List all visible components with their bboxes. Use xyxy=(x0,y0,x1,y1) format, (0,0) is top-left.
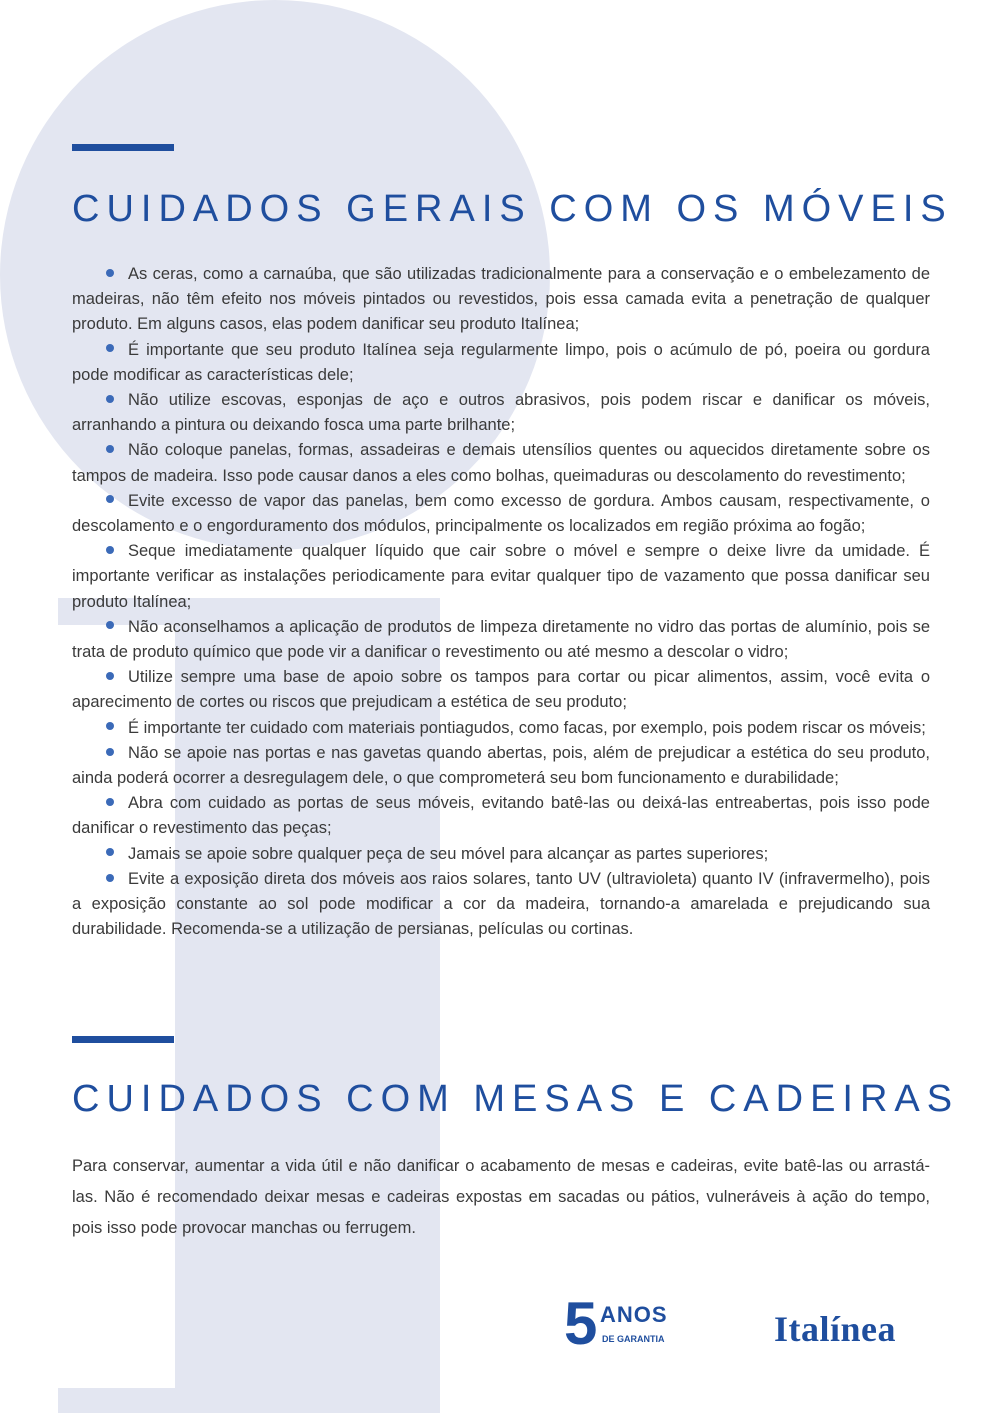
warranty-number: 5 xyxy=(564,1290,598,1357)
bullet-icon xyxy=(106,722,114,730)
list-item-text: Não utilize escovas, esponjas de aço e outros abrasivos, pois podem riscar e danificar os móveis, arranhando a pintura ou deixando fosca uma parte brilhante; xyxy=(72,391,930,435)
bullet-icon xyxy=(106,445,114,453)
list-item xyxy=(72,741,930,791)
footer-logos xyxy=(560,1290,940,1368)
list-item xyxy=(72,438,930,488)
warranty-logo xyxy=(564,1290,674,1358)
list-item-text: Não coloque panelas, formas, assadeiras e demais utensílios quentes ou aquecidos diretamente sobre os tampos de madeira. Isso pode causar danos a eles como bolhas, queimaduras ou descolamento do revestimento; xyxy=(72,441,930,485)
bullet-icon xyxy=(106,748,114,756)
list-item-text: Evite excesso de vapor das panelas, bem como excesso de gordura. Ambos causam, respectivamente, o descolamento e o engorduramento dos módulos, principalmente os localizados em região próxima ao fogão; xyxy=(72,491,930,536)
list-item-text: Abra com cuidado as portas de seus móveis, evitando batê-las ou deixá-las entreabertas, pois isso pode danificar o revestimento das peças; xyxy=(72,794,930,838)
tables-chairs-paragraph: Para conservar, aumentar a vida útil e não danificar o acabamento de mesas e cadeiras, evite batê-las ou arrastá-las. Não é recomendado deixar mesas e cadeiras expostas em sacadas ou pátios, vulneráveis à ação do tempo, pois isso pode provocar manchas ou ferrugem. xyxy=(72,1157,930,1237)
bullet-icon xyxy=(106,546,114,554)
general-care-list xyxy=(72,262,930,942)
list-item xyxy=(72,388,930,438)
bullet-icon xyxy=(106,269,114,277)
warranty-word: ANOS xyxy=(600,1302,668,1327)
list-item xyxy=(72,338,930,388)
section-title-general-care: CUIDADOS GERAIS COM OS MÓVEIS xyxy=(72,188,953,230)
list-item-text: As ceras, como a carnaúba, que são utilizadas tradicionalmente para a conservação e o embelezamento de madeiras, não têm efeito nos móveis pintados ou revestidos, pois essa camada evita a penetração de qualquer produto. Em alguns casos, elas podem danificar seu produto Italínea; xyxy=(72,265,930,334)
bullet-icon xyxy=(106,621,114,629)
list-item xyxy=(72,791,930,841)
brand-logo: Italínea xyxy=(774,1309,897,1349)
list-item xyxy=(72,867,930,943)
list-item xyxy=(72,489,930,539)
list-item xyxy=(72,716,930,741)
list-item xyxy=(72,665,930,715)
bullet-icon xyxy=(106,395,114,403)
list-item xyxy=(72,262,930,338)
list-item-text: É importante ter cuidado com materiais pontiagudos, como facas, por exemplo, pois podem riscar os móveis; xyxy=(128,718,926,737)
bullet-icon xyxy=(106,495,114,503)
bullet-icon xyxy=(106,672,114,680)
section-accent-bar xyxy=(72,1036,174,1043)
bullet-icon xyxy=(106,874,114,882)
list-item xyxy=(72,615,930,665)
bullet-icon xyxy=(106,344,114,352)
section-title-tables-chairs: CUIDADOS COM MESAS E CADEIRAS xyxy=(72,1078,960,1120)
list-item-text: É importante que seu produto Italínea seja regularmente limpo, pois o acúmulo de pó, poeira ou gordura pode modificar as características dele; xyxy=(72,340,930,384)
list-item-text: Não se apoie nas portas e nas gavetas quando abertas, pois, além de prejudicar a estética do seu produto, ainda poderá ocorrer a desregulagem dele, o que comprometerá seu bom funcionamento e durabilidade; xyxy=(72,743,930,788)
bullet-icon xyxy=(106,848,114,856)
section-accent-bar xyxy=(72,144,174,151)
list-item-text: Seque imediatamente qualquer líquido que cair sobre o móvel e sempre o deixe livre da umidade. É importante verificar as instalações periodicamente para evitar qualquer tipo de vazamento que possa danificar seu produto Italínea; xyxy=(72,542,930,611)
list-item-text: Evite a exposição direta dos móveis aos raios solares, tanto UV (ultravioleta) quanto IV (infravermelho), pois a exposição constante ao sol pode modificar a cor da madeira, tornando-a amarelada e prejudicando sua durabilidade. Recomenda-se a utilização de persianas, películas ou cortinas. xyxy=(72,869,930,939)
list-item-text: Utilize sempre uma base de apoio sobre os tampos para cortar ou picar alimentos, assim, você evita o aparecimento de cortes ou riscos que prejudicam a estética de seu produto; xyxy=(72,668,930,712)
list-item-text: Não aconselhamos a aplicação de produtos de limpeza diretamente no vidro das portas de alumínio, pois se trata de produto químico que pode vir a danificar o revestimento ou até mesmo a descolar o vidro; xyxy=(72,617,930,662)
list-item xyxy=(72,539,930,615)
warranty-subtitle: DE GARANTIA xyxy=(602,1334,665,1344)
bullet-icon xyxy=(106,798,114,806)
list-item-text: Jamais se apoie sobre qualquer peça de seu móvel para alcançar as partes superiores; xyxy=(128,844,769,863)
list-item xyxy=(72,842,930,867)
